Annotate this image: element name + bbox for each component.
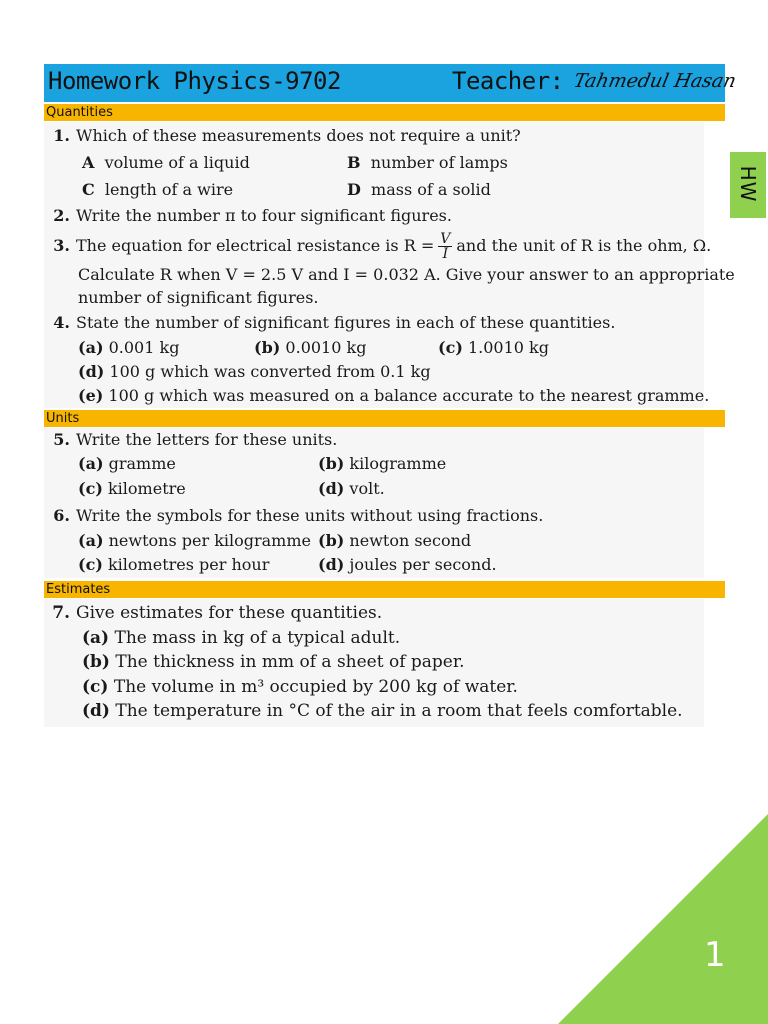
- section-header-estimates: [44, 581, 725, 598]
- units-content: [44, 428, 704, 578]
- q4-part-e: (e) 100 g which was measured on a balance accurate to the nearest gramme.: [78, 386, 710, 405]
- section-header-units: [44, 410, 725, 427]
- q1-option-c: C length of a wire: [82, 180, 234, 199]
- question-3-line-3: number of significant figures.: [78, 288, 319, 307]
- question-1: 1. Which of these measurements does not require a unit?: [53, 126, 521, 145]
- hw-tab-label: HW: [736, 165, 760, 203]
- teacher-label: Teacher:: [452, 67, 564, 95]
- q4-part-d: (d) 100 g which was converted from 0.1 kg: [78, 362, 431, 381]
- header-bar: [44, 64, 739, 102]
- q5-part-c: (c) kilometre: [78, 479, 186, 498]
- q4-part-c: (c) 1.0010 kg: [438, 338, 549, 357]
- q6-part-c: (c) kilometres per hour: [78, 555, 270, 574]
- section-title: Units: [46, 411, 80, 426]
- corner-triangle: [558, 814, 768, 1024]
- question-7: 7. Give estimates for these quantities.: [52, 603, 383, 623]
- q6-part-a: (a) newtons per kilogramme: [78, 531, 311, 550]
- q1-option-a: A volume of a liquid: [82, 153, 250, 172]
- resistance-fraction: $\frac{V}{I}$: [440, 231, 451, 262]
- q5-part-a: (a) gramme: [78, 454, 176, 473]
- q6-part-b: (b) newton second: [318, 531, 472, 550]
- q1-option-d: D mass of a solid: [347, 180, 491, 199]
- q7-part-c: (c) The volume in m³ occupied by 200 kg of water.: [82, 677, 518, 697]
- q5-part-b: (b) kilogramme: [318, 454, 447, 473]
- question-2: 2. Write the number π to four significant figures.: [53, 206, 452, 225]
- document-title: Homework Physics-9702: [48, 67, 341, 95]
- page-number: 1: [704, 935, 726, 975]
- section-header-quantities: [44, 104, 725, 121]
- corner-triangle-shape: [558, 814, 768, 1024]
- q7-part-a: (a) The mass in kg of a typical adult.: [82, 628, 401, 648]
- q4-part-a: (a) 0.001 kg: [78, 338, 180, 357]
- question-3: 3. The equation for electrical resistance is R = $\frac{V}{I}$ and the unit of R is the ohm, Ω.: [53, 231, 712, 262]
- q5-part-d: (d) volt.: [318, 479, 385, 498]
- section-title: Quantities: [46, 105, 113, 120]
- q7-part-b: (b) The thickness in mm of a sheet of paper.: [82, 652, 465, 672]
- q6-part-d: (d) joules per second.: [318, 555, 497, 574]
- q1-option-b: B number of lamps: [347, 153, 508, 172]
- q7-part-d: (d) The temperature in °C of the air in a room that feels comfortable.: [82, 701, 683, 721]
- estimates-content: [44, 599, 704, 727]
- quantities-content: [44, 122, 735, 408]
- question-6: 6. Write the symbols for these units without using fractions.: [53, 506, 544, 525]
- question-4: 4. State the number of significant figures in each of these quantities.: [53, 313, 616, 332]
- hw-side-tab: [730, 152, 766, 218]
- q4-part-b: (b) 0.0010 kg: [254, 338, 367, 357]
- section-title: Estimates: [46, 582, 111, 597]
- question-3-line-2: Calculate R when V = 2.5 V and I = 0.032 A. Give your answer to an appropriate: [78, 265, 735, 284]
- teacher-signature: Tahmedul Hasan: [571, 70, 739, 92]
- question-5: 5. Write the letters for these units.: [53, 430, 338, 449]
